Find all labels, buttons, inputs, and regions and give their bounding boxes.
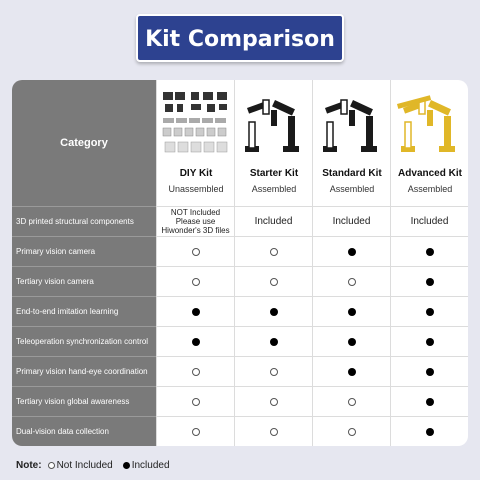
table-cell (312, 266, 390, 296)
kit-status: Assembled (407, 184, 453, 194)
open-circle-icon (270, 248, 278, 256)
kit-name: Starter Kit (249, 168, 299, 179)
kit-name: Advanced Kit (398, 168, 462, 179)
category-cell: End-to-end imitation learning (12, 296, 156, 326)
open-circle-icon (348, 278, 356, 286)
table-cell (312, 236, 390, 266)
kit-status: Unassembled (168, 184, 224, 194)
table-cell (156, 356, 234, 386)
filled-circle-icon (426, 398, 434, 406)
table-cell (156, 386, 234, 416)
kit-header-2 (312, 80, 390, 206)
kit-name: Standard Kit (322, 168, 382, 179)
page-title: Kit Comparison (136, 14, 344, 62)
robot-arms-image (239, 86, 309, 160)
table-cell (312, 296, 390, 326)
filled-circle-icon (426, 278, 434, 286)
legend-included: Included (131, 459, 170, 471)
filled-circle-icon (426, 308, 434, 316)
table-cell (390, 326, 468, 356)
cell-text: NOT Included (170, 208, 221, 217)
filled-circle-icon (123, 462, 130, 469)
category-cell: 3D printed structural components (12, 206, 156, 236)
robot-arms-yellow-image (395, 86, 465, 160)
category-cell: Tertiary vision global awareness (12, 386, 156, 416)
legend-label: Note: (16, 459, 42, 471)
filled-circle-icon (348, 248, 356, 256)
table-cell (234, 386, 312, 416)
table-cell (312, 386, 390, 416)
filled-circle-icon (270, 338, 278, 346)
open-circle-icon (348, 398, 356, 406)
table-cell (312, 356, 390, 386)
table-cell (390, 416, 468, 446)
open-circle-icon (270, 398, 278, 406)
open-circle-icon (270, 278, 278, 286)
open-circle-icon (192, 278, 200, 286)
table-cell (156, 206, 234, 236)
filled-circle-icon (348, 368, 356, 376)
open-circle-icon (192, 398, 200, 406)
table-cell (234, 206, 312, 236)
filled-circle-icon (348, 338, 356, 346)
open-circle-icon (270, 368, 278, 376)
cell-text: Included (410, 216, 449, 227)
kit-status: Assembled (329, 184, 375, 194)
legend-not-included: Not Included (56, 459, 113, 471)
filled-circle-icon (192, 308, 200, 316)
robot-arms-image (317, 86, 387, 160)
open-circle-icon (192, 368, 200, 376)
filled-circle-icon (426, 338, 434, 346)
category-cell: Dual-vision data collection (12, 416, 156, 446)
table-cell (156, 296, 234, 326)
comparison-table (12, 80, 468, 446)
kit-header-0 (156, 80, 234, 206)
table-cell (390, 296, 468, 326)
open-circle-icon (192, 248, 200, 256)
table-cell (312, 416, 390, 446)
table-cell (390, 236, 468, 266)
legend (16, 458, 170, 472)
filled-circle-icon (348, 308, 356, 316)
table-cell (390, 206, 468, 236)
title-wrap (0, 14, 480, 62)
cell-text: Hiwonder's 3D files (161, 226, 230, 235)
parts-layout-image (161, 86, 231, 160)
category-cell: Tertiary vision camera (12, 266, 156, 296)
cell-text: Included (332, 216, 371, 227)
open-circle-icon (270, 428, 278, 436)
kit-name: DIY Kit (179, 168, 213, 179)
table-cell (234, 416, 312, 446)
kit-status: Assembled (251, 184, 297, 194)
table-cell (390, 356, 468, 386)
category-column (12, 80, 156, 446)
category-cell: Primary vision hand-eye coordination (12, 356, 156, 386)
category-header: Category (60, 137, 108, 149)
open-circle-icon (192, 428, 200, 436)
table-cell (156, 236, 234, 266)
open-circle-icon (48, 462, 55, 469)
table-cell (234, 236, 312, 266)
table-cell (234, 356, 312, 386)
filled-circle-icon (192, 338, 200, 346)
kit-header-3 (390, 80, 468, 206)
cell-text: Included (254, 216, 293, 227)
cell-text: Please use (175, 217, 216, 226)
filled-circle-icon (426, 248, 434, 256)
filled-circle-icon (426, 368, 434, 376)
table-cell (234, 296, 312, 326)
table-cell (312, 206, 390, 236)
table-cell (390, 386, 468, 416)
table-cell (156, 326, 234, 356)
filled-circle-icon (426, 428, 434, 436)
category-cell: Teleoperation synchronization control (12, 326, 156, 356)
table-cell (312, 326, 390, 356)
filled-circle-icon (270, 308, 278, 316)
table-cell (234, 326, 312, 356)
category-cell: Primary vision camera (12, 236, 156, 266)
open-circle-icon (348, 428, 356, 436)
table-cell (234, 266, 312, 296)
table-cell (156, 266, 234, 296)
kit-header-1 (234, 80, 312, 206)
table-cell (156, 416, 234, 446)
table-cell (390, 266, 468, 296)
